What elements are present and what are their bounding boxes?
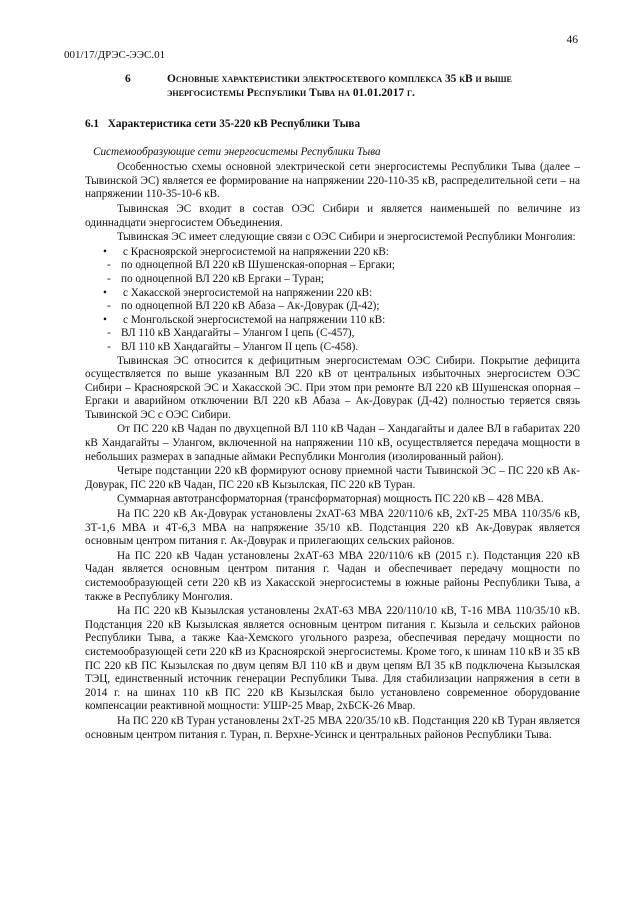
dash-icon: - <box>107 272 111 285</box>
list-item: - по одноцепной ВЛ 220 кВ Абаза – Ак-Довурак (Д-42); <box>107 300 380 313</box>
list-item: - ВЛ 110 кВ Хандагайты – Улангом II цепь (С-458). <box>107 340 359 353</box>
dash-icon: - <box>107 300 111 313</box>
subheading: Системообразующие сети энергосистемы Республики Тыва <box>93 145 381 158</box>
list-item: - по одноцепной ВЛ 220 кВ Шушенская-опорная – Ергаки; <box>107 259 395 272</box>
dash-icon: - <box>107 327 111 340</box>
paragraph: Тывинская ЭС относится к дефицитным энергосистемам ОЭС Сибири. Покрытие дефицита осуществляется по выше указанным ВЛ 220 кВ от центральных избыточных энергосистем ОЭС Сибири – Красноярской ЭС и Хакасской ЭС. При этом при ремонте ВЛ 220 кВ Шушенская опорная – Ергаки и аварийном отключении ВЛ 220 кВ Абаза – Ак-Довурак (Д-42) полностью теряется связь Тывинской ЭС с ОЭС Сибири. <box>85 354 580 421</box>
paragraph: На ПС 220 кВ Чадан установлены 2хАТ-63 МВА 220/110/6 кВ (2015 г.). Подстанция 220 кВ Чадан является основным центром питания г. Чадан и обеспечивает передачу мощности по системообразующей сети 220 кВ из Хакасской энергосистемы в южные районы Республики Тыва, а также в Республику Монголия. <box>85 549 580 603</box>
paragraph: На ПС 220 кВ Кызылская установлены 2хАТ-63 МВА 220/110/10 кВ, Т-16 МВА 110/35/10 кВ. Подстанция 220 кВ Кызылская является основным центром питания г. Кызыла и сельских районов Республики Тыва, а также Каа-Хемского угольного разреза, обеспечивая передачу мощности по системообразующей сети 220 кВ из Красноярской энергосистемы. Кроме того, к шинам 110 кВ и 35 кВ ПС 220 кВ ПС Кызылская по двум цепям ВЛ 110 кВ и двум цепям ВЛ 35 кВ подключена Кызылская ТЭЦ, единственный источник генерации Республики Тыва. Для стабилизации напряжения в сети в 2014 г. на шинах 110 кВ ПС 220 кВ Кызылская было установлено современное оборудование компенсации реактивной мощности: УШР-25 Мвар, 2хБСК-26 Мвар. <box>85 605 580 713</box>
section-title: Основные характеристики электросетевого комплекса 35 кВ и выше энергосистемы Республики Тыва на 01.01.2017 г. <box>167 73 512 99</box>
list-item: • с Хакасской энергосистемой на напряжении 220 кВ: <box>103 286 373 299</box>
bullet-icon: • <box>103 245 107 258</box>
list-item: - ВЛ 110 кВ Хандагайты – Улангом I цепь (С-457), <box>107 327 355 340</box>
list-item: • с Красноярской энергосистемой на напряжении 220 кВ: <box>103 245 389 258</box>
list-item: - по одноцепной ВЛ 220 кВ Ергаки – Туран; <box>107 272 325 285</box>
paragraph: Тывинская ЭС входит в состав ОЭС Сибири и является наименьшей по величине из одиннадцати энергосистем Объединения. <box>85 202 580 229</box>
dash-icon: - <box>107 340 111 353</box>
paragraph: Суммарная автотрансформаторная (трансформаторная) мощность ПС 220 кВ – 428 МВА. <box>117 493 544 506</box>
paragraph: Четыре подстанции 220 кВ формируют основу приемной части Тывинской ЭС – ПС 220 кВ Ак-Довурак, ПС 220 кВ Чадан, ПС 220 кВ Кызылская, ПС 220 кВ Туран. <box>85 465 580 491</box>
paragraph: На ПС 220 кВ Ак-Довурак установлены 2хАТ-63 МВА 220/110/6 кВ, 2хТ-25 МВА 110/35/6 кВ, 3Т-1,6 МВА и 4Т-6,3 МВА на напряжение 35/10 кВ. Подстанция 220 кВ Ак-Довурак является основным центром питания г. Ак-Довурак и прилегающих сельских районов. <box>85 508 580 548</box>
section-heading <box>85 72 580 100</box>
paragraph: Особенностью схемы основной электрической сети энергосистемы Республики Тыва (далее – Тывинской ЭС) является ее формирование на напряжении 220-110-35 кВ, распределительной сети – на напряжении 110-35-10-6 кВ. <box>85 161 580 201</box>
dash-icon: - <box>107 259 111 272</box>
paragraph: На ПС 220 кВ Туран установлены 2хТ-25 МВА 220/35/10 кВ. Подстанция 220 кВ Туран является основным центром питания г. Туран, п. Верхне-Усинск и центральных районов Республики Тыва. <box>85 714 580 741</box>
page-content <box>85 72 580 743</box>
links-list <box>85 246 580 355</box>
page-number: 46 <box>566 34 578 46</box>
paragraph: От ПС 220 кВ Чадан по двухцепной ВЛ 110 кВ Чадан – Хандагайты и далее ВЛ в габаритах 220 кВ Хандагайты – Улангом, включенной на напряжении 110 кВ, осуществляется передача мощности в небольших размерах в западные аймаки Республики Монголия (изолированный район). <box>85 423 580 463</box>
document-code: 001/17/ДРЭС-ЭЭС.01 <box>64 49 166 61</box>
section-number: 6 <box>125 73 131 85</box>
bullet-icon: • <box>103 286 107 299</box>
subsection-heading <box>85 118 580 132</box>
bullet-icon: • <box>103 313 107 326</box>
list-item: • с Монгольской энергосистемой на напряжении 110 кВ: <box>103 313 386 326</box>
paragraph: Тывинская ЭС имеет следующие связи с ОЭС Сибири и энергосистемой Республики Монголия: <box>117 231 576 244</box>
subsection-number: 6.1 <box>85 118 99 130</box>
subsection-title: Характеристика сети 35-220 кВ Республики Тыва <box>107 118 361 130</box>
